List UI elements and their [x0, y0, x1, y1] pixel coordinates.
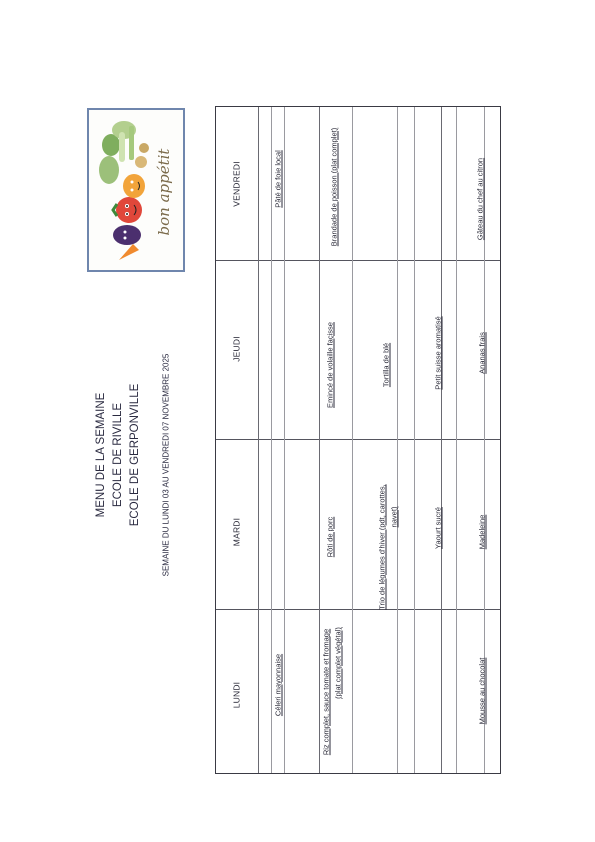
col-divider: [441, 107, 442, 773]
header-block: [86, 300, 182, 650]
menu-table: [215, 106, 501, 774]
day-header-thursday: JEUDI: [231, 336, 242, 362]
day-header-tuesday: MARDI: [231, 517, 242, 547]
tuesday-dessert: Madeleine: [477, 514, 487, 550]
vegetables-icon: [89, 110, 183, 270]
col-divider: [258, 107, 259, 773]
school-name-1: ECOLE DE RIVILLE: [112, 402, 124, 508]
friday-main: Brandade de poisson (plat complet): [329, 127, 339, 247]
svg-text:bon appétit: bon appétit: [155, 148, 173, 236]
school-name-2: ECOLE DE GERPONVILLE: [129, 383, 141, 527]
day-header-friday: VENDREDI: [231, 161, 242, 207]
col-divider: [352, 107, 353, 773]
tuesday-side-line1: Trio de légumes d'hiver (pdt, carottes,: [377, 484, 387, 610]
col-divider: [271, 107, 272, 773]
col-divider: [284, 107, 285, 773]
tuesday-main: Rôti de porc: [325, 516, 335, 558]
monday-main-line1: Riz complet, sauce tomate et fromage: [321, 628, 331, 756]
bon-appetit-logo: [87, 108, 185, 272]
friday-starter: Pâté de foie local: [273, 150, 283, 208]
tuesday-dairy: Yaourt sucré: [433, 507, 443, 549]
monday-starter: Céleri mayonnaise: [273, 653, 283, 717]
menu-title: MENU DE LA SEMAINE: [95, 392, 107, 518]
monday-main-line2: (plat complet végétal): [333, 627, 343, 699]
tuesday-side-line2: navet): [389, 506, 399, 528]
col-divider: [414, 107, 415, 773]
col-divider: [319, 107, 320, 773]
friday-dessert: Gâteau du chef au citron: [475, 157, 485, 241]
thursday-dairy: Petit suisse aromatisé: [433, 316, 443, 390]
col-divider: [397, 107, 398, 773]
day-header-monday: LUNDI: [231, 681, 242, 709]
thursday-dessert: Ananas frais: [477, 332, 487, 374]
week-dates: SEMAINE DU LUNDI 03 AU VENDREDI 07 NOVEMBRE 2025: [161, 353, 171, 577]
monday-dessert: Mousse au chocolat: [477, 657, 487, 725]
thursday-side: Tortilla de blé: [381, 342, 391, 388]
col-divider: [456, 107, 457, 773]
thursday-main: Emincé de volaille façisse: [325, 322, 335, 408]
